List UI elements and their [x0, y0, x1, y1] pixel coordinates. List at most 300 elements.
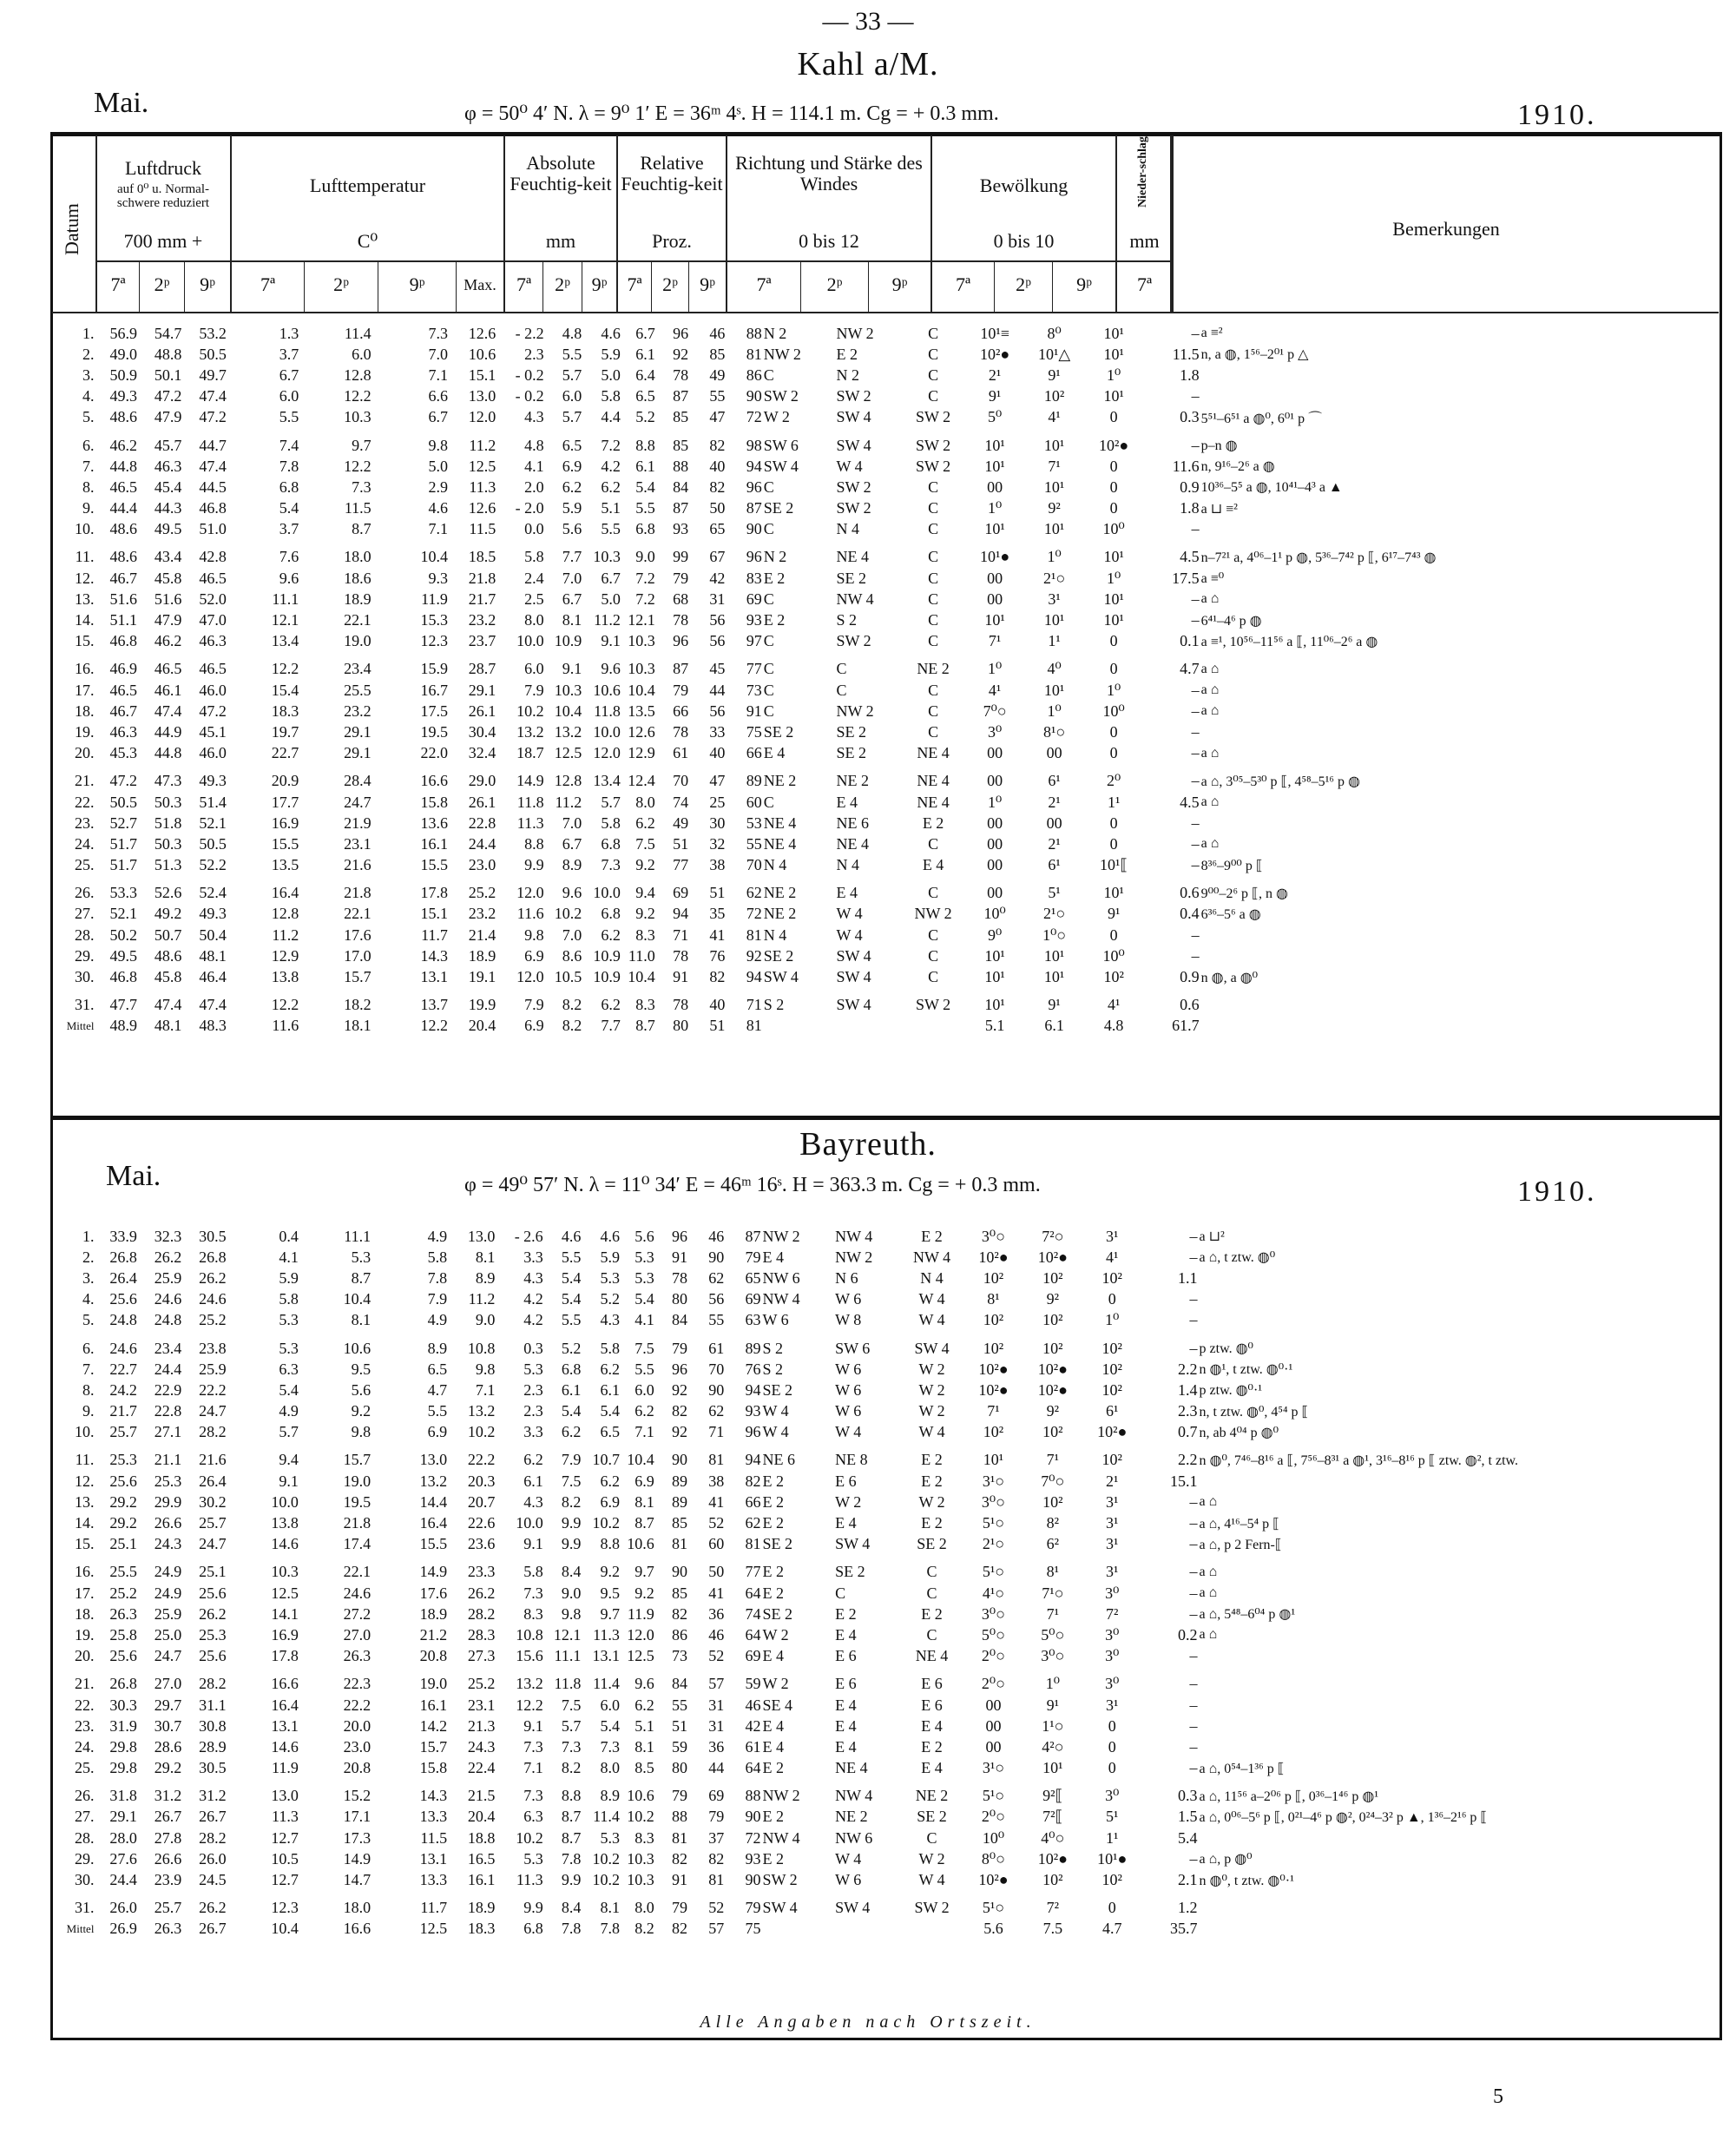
pressure-2p-cell: 50.1	[154, 366, 182, 384]
table-row	[52, 1380, 1736, 1400]
time-9p: 9ᵖ	[700, 273, 715, 295]
remarks-cell: n ◍⁰, 7⁴⁶–8¹⁶ a ⟦, 7⁵⁶–8³¹ a ◍¹, 3¹⁶–8¹⁶ p ⟦ ztw. ◍², t ztw.	[1199, 1453, 1519, 1468]
rel-hum-9p-cell: 69	[745, 1647, 761, 1665]
temp-2p-cell: 29.1	[344, 722, 372, 741]
rel-hum-9p-cell: 60	[746, 793, 762, 811]
wind-7a-cell: SE 4	[762, 1696, 792, 1714]
temp-min-cell: 0.0	[524, 520, 544, 538]
pressure-2p-cell: 25.9	[154, 1604, 182, 1623]
remarks-cell: n–7²¹ a, 4⁰⁶–1¹ p ◍, 5³⁶–7⁴² p ⟦, 6¹⁷–7⁴³ ◍	[1200, 550, 1437, 565]
table-row	[52, 1807, 1736, 1828]
wind-7a-cell: W 4	[762, 1402, 789, 1420]
day-cell: 28.	[75, 926, 95, 944]
pressure-7a-cell: 46.7	[109, 569, 137, 587]
remarks-cell	[1199, 1268, 1736, 1288]
temp-max-cell: 12.0	[468, 408, 496, 426]
abs-hum-9p-cell: 4.1	[635, 1311, 654, 1329]
rel-hum-7a-cell: 96	[672, 1360, 688, 1378]
temp-2p-cell: 18.1	[344, 1017, 372, 1035]
cloud-7a-cell: 10²	[983, 1311, 1004, 1329]
wind-2p-cell: W 4	[835, 1849, 862, 1868]
abs-hum-7a-cell: 7.7	[562, 548, 582, 566]
wind-7a-cell: E 4	[763, 744, 786, 762]
rel-hum-7a-cell: 87	[673, 499, 689, 517]
temp-max-cell: 13.0	[468, 387, 496, 405]
wind-9p-cell	[902, 1016, 963, 1037]
rel-hum-2p-cell: 76	[709, 946, 726, 965]
temp-2p-cell: 19.0	[344, 632, 372, 650]
remarks-cell: 6⁴¹–4⁶ p ◍	[1200, 613, 1262, 629]
page-number: — 33 —	[822, 7, 914, 36]
abs-hum-2p-cell: 6.2	[600, 1472, 620, 1490]
rel-hum-2p-cell: 25	[709, 793, 726, 811]
temp-2p-cell: 25.5	[344, 681, 372, 699]
rel-hum-2p-cell: 33	[709, 722, 726, 741]
abs-hum-9p-cell: 12.9	[628, 744, 655, 762]
cloud-7a-cell: 10¹	[984, 436, 1005, 454]
datum-header: Datum	[61, 203, 82, 255]
temp-2p-cell: 24.6	[343, 1584, 372, 1602]
wind-7a-cell: SE 2	[763, 946, 794, 965]
temp-7a-cell: 13.4	[271, 632, 299, 650]
rel-hum-2p-cell: 56	[709, 632, 726, 650]
pressure-7a-cell: 46.2	[109, 436, 137, 454]
time-9p: 9ᵖ	[1076, 273, 1092, 295]
table-row	[52, 1758, 1736, 1779]
temp-min-cell: - 2.0	[515, 499, 544, 517]
day-cell: 23.	[74, 1716, 95, 1735]
wind-7a-cell: E 2	[762, 1492, 784, 1511]
pressure-9p-cell: 52.2	[199, 856, 227, 874]
abs-hum-2p-cell: 10.6	[593, 681, 621, 699]
temp-9p-cell: 13.1	[419, 1849, 448, 1868]
wind-9p-cell: NE 2	[915, 1787, 949, 1805]
abs-hum-9p-cell: 7.1	[635, 1423, 654, 1441]
wind-2p-cell: E 4	[836, 793, 858, 811]
abs-hum-2p-cell: 8.1	[600, 1899, 620, 1917]
temp-9p-cell: 15.7	[419, 1737, 448, 1756]
temp-7a-cell: 5.4	[279, 499, 299, 517]
cloud-7a-cell: 5¹○	[982, 1563, 1005, 1581]
pressure-9p-cell: 26.7	[199, 1920, 227, 1938]
temp-9p-cell: 17.5	[420, 702, 448, 720]
temp-2p-cell: 28.4	[344, 772, 372, 790]
time-9p: 9ᵖ	[409, 273, 425, 295]
wind-2p-cell: SW 4	[836, 408, 871, 426]
temp-max-cell: 23.2	[468, 905, 496, 923]
pressure-2p-cell: 22.8	[154, 1402, 182, 1420]
cloud-2p-cell: 10²	[1042, 1423, 1063, 1441]
pressure-9p-cell: 52.4	[199, 884, 227, 902]
cloud-9p-cell: 0	[1108, 1290, 1116, 1308]
rel-hum-9p-cell: 46	[745, 1696, 761, 1714]
day-cell: 26.	[75, 884, 95, 902]
abs-hum-7a-cell: 4.8	[562, 324, 582, 342]
precipitation-cell: –	[1189, 1311, 1198, 1329]
wind-7a-cell: W 2	[762, 1625, 789, 1644]
wind-9p-cell: E 2	[921, 1451, 943, 1469]
precipitation-cell: –	[1191, 772, 1200, 790]
temp-9p-cell: 13.1	[420, 968, 448, 986]
temp-max-cell: 12.5	[468, 457, 496, 475]
abs-hum-2p-cell: 6.2	[601, 996, 621, 1014]
niederschlag-header: Nieder-schlag	[1136, 136, 1149, 208]
abs-hum-7a-cell: 5.5	[561, 1311, 582, 1329]
wind-7a-cell: SE 2	[762, 1535, 792, 1553]
cloud-9p-cell: 4.7	[1101, 1920, 1122, 1938]
rel-hum-7a-cell: 90	[672, 1563, 688, 1581]
wind-9p-cell: W 2	[918, 1849, 945, 1868]
temp-7a-cell: 9.4	[279, 1451, 299, 1469]
pressure-2p-cell: 50.3	[154, 834, 182, 853]
abs-hum-9p-cell: 8.7	[635, 1514, 654, 1532]
temp-7a-cell: 12.5	[271, 1584, 299, 1602]
pressure-2p-cell: 45.8	[154, 569, 182, 587]
rel-hum-9p-cell: 89	[745, 1339, 761, 1357]
abs-hum-7a-cell: 7.9	[561, 1451, 582, 1469]
pressure-2p-cell: 24.3	[154, 1535, 182, 1553]
abs-hum-9p-cell: 11.9	[627, 1604, 654, 1623]
temp-9p-cell: 15.8	[419, 1759, 448, 1777]
cloud-9p-cell: 10²	[1101, 1360, 1122, 1378]
rel-hum-9p-cell: 53	[746, 814, 762, 832]
temp-2p-cell: 19.5	[343, 1492, 372, 1511]
rel-hum-7a-cell: 82	[672, 1402, 688, 1420]
cloud-7a-cell: 10¹≡	[980, 324, 1009, 342]
wind-2p-cell: E 6	[835, 1647, 857, 1665]
pressure-2p-cell: 50.3	[154, 793, 182, 811]
precipitation-cell: 0.4	[1180, 905, 1200, 923]
wind-2p-cell: W 6	[835, 1871, 862, 1889]
table-row	[52, 1289, 1736, 1310]
pressure-9p-cell: 51.0	[199, 520, 227, 538]
wind-7a-cell: SW 6	[763, 436, 799, 454]
time-7a: 7ª	[756, 273, 772, 295]
pressure-9p-cell: 47.4	[199, 387, 227, 405]
cloud-2p-cell: 7²⟦	[1042, 1808, 1063, 1826]
cloud-7a-cell: 3⁰	[988, 722, 1003, 741]
precipitation-cell: 2.3	[1178, 1402, 1198, 1420]
day-cell: 10.	[74, 1423, 95, 1441]
wind-9p-cell: E 2	[921, 1604, 943, 1623]
abs-hum-7a-cell: 5.6	[562, 520, 582, 538]
wind-unit: 0 bis 12	[799, 230, 859, 252]
cloud-7a-cell: 10⁰	[982, 1828, 1005, 1847]
cloud-7a-cell: 5¹○	[982, 1899, 1005, 1917]
abs-hum-2p-cell: 11.4	[593, 1675, 620, 1693]
temp-9p-cell: 7.3	[428, 324, 448, 342]
temp-min-cell: 7.3	[523, 1787, 543, 1805]
pressure-9p-cell: 45.1	[199, 722, 227, 741]
precipitation-cell: 1.8	[1180, 499, 1200, 517]
temp-max-cell: 20.3	[467, 1472, 496, 1490]
precipitation-cell: –	[1191, 590, 1200, 608]
abs-hum-2p-cell: 4.2	[601, 457, 621, 475]
pressure-9p-cell: 30.5	[199, 1759, 227, 1777]
precipitation-cell: –	[1191, 834, 1200, 853]
pressure-9p-cell: 46.0	[199, 681, 227, 699]
pressure-7a-cell: 48.6	[109, 408, 137, 426]
day-cell: 16.	[75, 660, 95, 678]
temp-9p-cell: 11.9	[421, 590, 448, 608]
precipitation-cell: –	[1191, 722, 1200, 741]
abs-hum-7a-cell: 11.2	[555, 793, 582, 811]
rel-hum-2p-cell: 46	[708, 1625, 725, 1644]
temp-9p-cell: 6.6	[428, 387, 448, 405]
temp-min-cell: 4.2	[523, 1311, 543, 1329]
pressure-9p-cell: 25.1	[199, 1563, 227, 1581]
pressure-9p-cell: 52.0	[199, 590, 227, 608]
temp-9p-cell: 4.9	[427, 1227, 448, 1245]
table-row	[52, 652, 1736, 680]
abs-hum-7a-cell: 9.8	[561, 1604, 582, 1623]
temp-max-cell: 12.6	[468, 499, 496, 517]
temp-2p-cell: 8.7	[352, 520, 372, 538]
cloud-7a-cell: 10²●	[979, 345, 1010, 363]
pressure-2p-cell: 25.9	[154, 1268, 182, 1287]
temp-max-cell: 24.4	[468, 834, 496, 853]
day-cell: 6.	[82, 436, 95, 454]
corner-number: 5	[1493, 2085, 1503, 2108]
rel-hum-9p-cell: 64	[745, 1625, 761, 1644]
wind-2p-cell: SE 2	[836, 569, 867, 587]
pressure-9p-cell: 49.3	[199, 772, 227, 790]
abs-hum-7a-cell: 5.4	[561, 1290, 582, 1308]
temp-7a-cell: 20.9	[271, 772, 299, 790]
temp-9p-cell: 16.1	[420, 834, 448, 853]
wind-2p-cell: SW 4	[836, 436, 871, 454]
abs-hum-7a-cell: 12.1	[553, 1625, 582, 1644]
wind-7a-cell: C	[763, 702, 774, 720]
temp-min-cell: 6.2	[523, 1451, 543, 1469]
temp-9p-cell: 2.9	[428, 478, 448, 496]
table-row	[52, 1310, 1736, 1331]
pressure-2p-cell: 31.2	[154, 1787, 182, 1805]
abs-hum-9p-cell: 11.0	[628, 946, 655, 965]
day-cell: 21.	[75, 772, 95, 790]
cloud-9p-cell: 10¹	[1103, 324, 1124, 342]
temp-7a-cell: 14.1	[271, 1604, 299, 1623]
cloud-9p-cell: 2⁰	[1107, 772, 1121, 790]
temp-7a-cell: 4.1	[279, 1248, 299, 1266]
precipitation-cell: 0.6	[1180, 996, 1200, 1014]
rel-hum-9p-cell: 75	[746, 722, 762, 741]
rel-hum-9p-cell: 66	[745, 1492, 761, 1511]
wind-9p-cell: E 6	[921, 1696, 943, 1714]
wind-2p-cell: NW 6	[835, 1828, 873, 1847]
remarks-cell: a ⌂, 0⁰⁶–5⁶ p ⟦, 0²¹–4⁶ p ◍², 0²⁴–3² p ▲, 1³⁶–2¹⁶ p ⟦	[1199, 1809, 1488, 1825]
wind-9p-cell: SW 2	[915, 436, 951, 454]
temp-9p-cell: 14.9	[419, 1563, 448, 1581]
temp-min-cell: 11.3	[516, 1871, 543, 1889]
cloud-2p-cell: 10²	[1042, 1871, 1063, 1889]
cloud-7a-cell: 10¹	[984, 996, 1005, 1014]
temp-min-cell: 10.2	[516, 702, 544, 720]
rel-hum-9p-cell: 94	[746, 457, 762, 475]
day-cell: 14.	[74, 1514, 95, 1532]
remarks-cell	[1200, 519, 1736, 540]
day-cell: 12.	[75, 569, 95, 587]
cloud-7a-cell: 5⁰○	[981, 1625, 1006, 1644]
cloud-7a-cell: 9¹	[988, 387, 1002, 405]
table-row	[52, 966, 1736, 987]
pressure-9p-cell: 26.2	[199, 1268, 227, 1287]
temp-min-cell: 12.0	[516, 968, 544, 986]
wind-2p-cell: E 4	[836, 884, 858, 902]
temp-2p-cell: 17.3	[343, 1828, 372, 1847]
rel-hum-9p-cell: 76	[745, 1360, 761, 1378]
rel-hum-7a-cell: 71	[673, 926, 689, 944]
cloud-9p-cell: 0	[1108, 1716, 1116, 1735]
pressure-2p-cell: 46.5	[154, 660, 182, 678]
rel-hum-2p-cell: 49	[709, 366, 726, 384]
abs-hum-7a-cell: 6.2	[561, 1423, 582, 1441]
rel-hum-9p-cell: 65	[745, 1268, 761, 1287]
pressure-9p-cell: 25.3	[199, 1625, 227, 1644]
cloud-7a-cell: 5¹○	[982, 1514, 1005, 1532]
temp-9p-cell: 6.9	[427, 1423, 448, 1441]
table-row	[52, 365, 1736, 385]
precipitation-cell: –	[1189, 1647, 1198, 1665]
rel-hum-7a-cell: 51	[673, 834, 689, 853]
cloud-7a-cell: 3⁰○	[981, 1492, 1006, 1511]
pressure-7a-cell: 51.6	[109, 590, 137, 608]
wind-2p-cell: SE 2	[836, 722, 867, 741]
temp-7a-cell: 3.7	[279, 345, 299, 363]
wind-9p-cell: C	[928, 611, 939, 629]
temp-2p-cell: 27.0	[343, 1625, 372, 1644]
day-cell: 7.	[82, 1360, 95, 1378]
remarks-cell	[1200, 925, 1736, 945]
wind-7a-cell: SE 2	[762, 1604, 792, 1623]
cloud-2p-cell: 10¹	[1043, 520, 1065, 538]
footer-note: Alle Angaben nach Ortszeit.	[700, 2013, 1036, 2032]
pressure-7a-cell: 25.7	[109, 1423, 137, 1441]
abs-hum-2p-cell: 12.0	[593, 744, 621, 762]
remarks-cell	[1200, 1016, 1736, 1037]
cloud-9p-cell: 0	[1109, 834, 1118, 853]
temp-max-cell: 11.2	[468, 1290, 496, 1308]
pressure-9p-cell: 21.6	[199, 1451, 227, 1469]
wind-7a-cell	[763, 1016, 836, 1037]
remarks-cell: a ⌂	[1199, 1585, 1218, 1601]
rel-hum-9p-cell: 83	[746, 569, 762, 587]
temp-7a-cell: 11.6	[272, 1017, 299, 1035]
temp-min-cell: 10.8	[516, 1625, 543, 1644]
cloud-2p-cell: 7.5	[1042, 1920, 1063, 1938]
pressure-2p-cell: 26.3	[154, 1920, 182, 1938]
temp-min-cell: 13.2	[516, 722, 544, 741]
cloud-9p-cell: 0	[1108, 1737, 1116, 1756]
table-row	[52, 1422, 1736, 1443]
wind-9p-cell: C	[928, 681, 939, 699]
rel-hum-7a-cell: 91	[672, 1248, 688, 1266]
temp-7a-cell: 5.7	[279, 1423, 299, 1441]
rel-hum-9p-cell: 69	[745, 1290, 761, 1308]
rel-hum-9p-cell: 64	[745, 1759, 761, 1777]
pressure-9p-cell: 47.4	[199, 457, 227, 475]
temp-min-cell: - 0.2	[515, 387, 544, 405]
pressure-7a-cell: 48.6	[109, 520, 137, 538]
pressure-2p-cell: 26.2	[154, 1248, 182, 1266]
temp-max-cell: 10.8	[467, 1339, 496, 1357]
table-row	[52, 1247, 1736, 1268]
abs-hum-7a-cell: 11.1	[554, 1647, 582, 1665]
pressure-7a-cell: 46.5	[109, 478, 137, 496]
temp-2p-cell: 5.6	[351, 1380, 372, 1399]
abs-feuchte-header: Absolute Feuchtig-keit	[510, 152, 612, 194]
wind-9p-cell: NE 4	[915, 1647, 949, 1665]
rel-hum-9p-cell: 81	[746, 926, 762, 944]
cloud-2p-cell: 7¹	[1046, 1604, 1060, 1623]
temp-7a-cell: 14.6	[271, 1535, 299, 1553]
cloud-7a-cell: 9⁰	[988, 926, 1003, 944]
rel-hum-9p-cell: 79	[745, 1248, 761, 1266]
pressure-9p-cell: 49.3	[199, 905, 227, 923]
cloud-2p-cell: 7²	[1046, 1899, 1060, 1917]
rel-hum-2p-cell: 90	[708, 1380, 725, 1399]
wind-2p-cell: SW 2	[836, 478, 871, 496]
temp-7a-cell: 9.1	[279, 1472, 299, 1490]
rel-hum-2p-cell: 50	[708, 1563, 725, 1581]
pressure-7a-cell: 26.3	[109, 1604, 137, 1623]
temp-min-cell: 6.0	[524, 660, 544, 678]
rel-hum-2p-cell: 47	[709, 408, 726, 426]
cloud-7a-cell: 00	[987, 478, 1003, 496]
pressure-9p-cell: 30.5	[199, 1227, 227, 1245]
wind-7a-cell: C	[763, 793, 774, 811]
rel-hum-7a-cell: 78	[673, 946, 689, 965]
temp-max-cell: 21.7	[468, 590, 496, 608]
rel-hum-9p-cell: 77	[745, 1563, 761, 1581]
time-2p: 2ᵖ	[555, 273, 570, 295]
cloud-9p-cell: 10¹	[1103, 548, 1124, 566]
temp-2p-cell: 7.3	[352, 478, 372, 496]
precipitation-cell: 0.1	[1180, 632, 1200, 650]
temp-max-cell: 11.3	[469, 478, 496, 496]
abs-hum-9p-cell: 12.5	[627, 1647, 654, 1665]
temp-7a-cell: 11.2	[272, 926, 299, 944]
cloud-2p-cell: 10²●	[1037, 1248, 1068, 1266]
rel-hum-7a-cell: 82	[672, 1849, 688, 1868]
abs-hum-7a-cell: 8.2	[561, 1759, 582, 1777]
section-divider	[50, 1116, 1722, 1120]
wind-7a-cell: E 2	[762, 1584, 784, 1602]
cloud-9p-cell: 10⁰	[1102, 702, 1125, 720]
day-cell: 3.	[82, 366, 95, 384]
abs-hum-2p-cell: 9.6	[601, 660, 621, 678]
cloud-7a-cell: 10²	[983, 1339, 1004, 1357]
temp-max-cell: 18.8	[467, 1828, 496, 1847]
luftdruck-unit: 700 mm +	[123, 230, 203, 252]
pressure-9p-cell: 31.1	[199, 1696, 227, 1714]
day-cell: 25.	[74, 1759, 95, 1777]
temp-min-cell: 7.3	[523, 1584, 543, 1602]
pressure-2p-cell: 27.0	[154, 1675, 182, 1693]
wind-7a-cell: S 2	[763, 996, 785, 1014]
wind-2p-cell: E 6	[835, 1472, 857, 1490]
pressure-9p-cell: 46.3	[199, 632, 227, 650]
temp-9p-cell: 7.8	[427, 1268, 448, 1287]
temp-9p-cell: 14.2	[419, 1716, 448, 1735]
cloud-9p-cell: 0	[1109, 814, 1118, 832]
temp-max-cell: 23.6	[467, 1535, 496, 1553]
abs-hum-9p-cell: 5.5	[635, 499, 655, 517]
cloud-2p-cell: 10²	[1042, 1339, 1063, 1357]
temp-min-cell: 7.9	[524, 681, 544, 699]
wind-2p-cell: E 4	[835, 1696, 857, 1714]
cloud-9p-cell: 3⁰	[1105, 1787, 1120, 1805]
